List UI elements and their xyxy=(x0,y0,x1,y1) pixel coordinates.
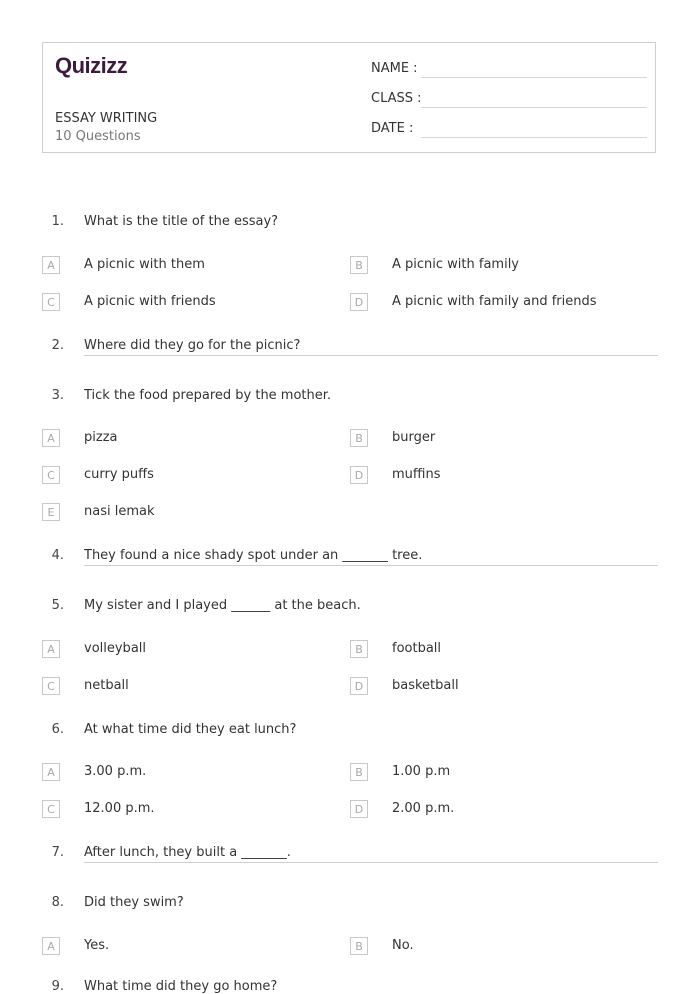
worksheet-title: ESSAY WRITING xyxy=(55,111,158,126)
option-e[interactable] xyxy=(42,503,342,523)
option-text: muffins xyxy=(392,467,441,482)
option-a[interactable] xyxy=(42,763,342,783)
name-field[interactable] xyxy=(371,61,647,81)
option-letter-box: B xyxy=(350,763,368,781)
option-d[interactable] xyxy=(350,800,650,820)
class-label: CLASS : xyxy=(371,91,422,106)
option-c[interactable] xyxy=(42,800,342,820)
option-text: netball xyxy=(84,678,129,693)
option-text: A picnic with friends xyxy=(84,294,216,309)
date-field[interactable] xyxy=(371,121,647,141)
option-text: 2.00 p.m. xyxy=(392,801,455,816)
question-number: 1. xyxy=(51,214,64,229)
option-text: Yes. xyxy=(84,938,110,953)
option-text: A picnic with them xyxy=(84,257,205,272)
option-letter-box: B xyxy=(350,429,368,447)
option-text: basketball xyxy=(392,678,459,693)
option-text: burger xyxy=(392,430,436,445)
option-c[interactable] xyxy=(42,466,342,486)
option-letter-box: C xyxy=(42,800,60,818)
class-field[interactable] xyxy=(371,91,647,111)
option-c[interactable] xyxy=(42,293,342,313)
option-a[interactable] xyxy=(42,256,342,276)
option-b[interactable] xyxy=(350,640,650,660)
option-letter-box: C xyxy=(42,677,60,695)
class-line xyxy=(421,107,647,108)
question-number: 3. xyxy=(51,388,64,403)
option-letter-box: B xyxy=(350,256,368,274)
option-text: pizza xyxy=(84,430,118,445)
question-number: 5. xyxy=(51,598,64,613)
question-number: 6. xyxy=(51,722,64,737)
option-letter-box: A xyxy=(42,763,60,781)
option-letter-box: A xyxy=(42,937,60,955)
option-letter-box: D xyxy=(350,677,368,695)
name-line xyxy=(421,77,647,78)
option-b[interactable] xyxy=(350,256,650,276)
option-letter-box: D xyxy=(350,466,368,484)
option-b[interactable] xyxy=(350,763,650,783)
option-letter-box: A xyxy=(42,640,60,658)
option-a[interactable] xyxy=(42,640,342,660)
question-text: Where did they go for the picnic? xyxy=(84,338,658,356)
question-text: Tick the food prepared by the mother. xyxy=(84,388,332,403)
question-text: After lunch, they built a _______. xyxy=(84,845,658,863)
date-line xyxy=(421,137,647,138)
option-letter-box: D xyxy=(350,800,368,818)
question-text: My sister and I played ______ at the beach. xyxy=(84,598,361,613)
option-d[interactable] xyxy=(350,293,650,313)
option-letter-box: B xyxy=(350,937,368,955)
option-text: 12.00 p.m. xyxy=(84,801,155,816)
option-text: volleyball xyxy=(84,641,147,656)
question-number: 4. xyxy=(51,548,64,563)
quizizz-logo: Quizizz xyxy=(55,53,128,78)
question-count: 10 Questions xyxy=(55,129,141,144)
option-c[interactable] xyxy=(42,677,342,697)
question-number: 8. xyxy=(51,895,64,910)
option-letter-box: A xyxy=(42,256,60,274)
option-letter-box: E xyxy=(42,503,60,521)
question-number: 7. xyxy=(51,845,64,860)
option-letter-box: D xyxy=(350,293,368,311)
question-text: What time did they go home? xyxy=(84,979,278,994)
option-letter-box: C xyxy=(42,466,60,484)
option-text: 1.00 p.m xyxy=(392,764,451,779)
name-label: NAME : xyxy=(371,61,418,76)
option-a[interactable] xyxy=(42,429,342,449)
option-b[interactable] xyxy=(350,937,650,957)
question-text: They found a nice shady spot under an _______ tree. xyxy=(84,548,658,566)
option-text: football xyxy=(392,641,442,656)
option-b[interactable] xyxy=(350,429,650,449)
worksheet-header xyxy=(42,42,656,153)
question-number: 2. xyxy=(51,338,64,353)
question-number: 9. xyxy=(51,979,64,994)
option-text: A picnic with family and friends xyxy=(392,294,597,309)
question-text: At what time did they eat lunch? xyxy=(84,722,297,737)
option-d[interactable] xyxy=(350,677,650,697)
option-letter-box: B xyxy=(350,640,368,658)
option-d[interactable] xyxy=(350,466,650,486)
question-text: Did they swim? xyxy=(84,895,184,910)
question-text: What is the title of the essay? xyxy=(84,214,279,229)
option-text: A picnic with family xyxy=(392,257,520,272)
option-letter-box: A xyxy=(42,429,60,447)
option-text: No. xyxy=(392,938,414,953)
option-letter-box: C xyxy=(42,293,60,311)
option-a[interactable] xyxy=(42,937,342,957)
option-text: nasi lemak xyxy=(84,504,155,519)
date-label: DATE : xyxy=(371,121,414,136)
option-text: curry puffs xyxy=(84,467,154,482)
option-text: 3.00 p.m. xyxy=(84,764,147,779)
